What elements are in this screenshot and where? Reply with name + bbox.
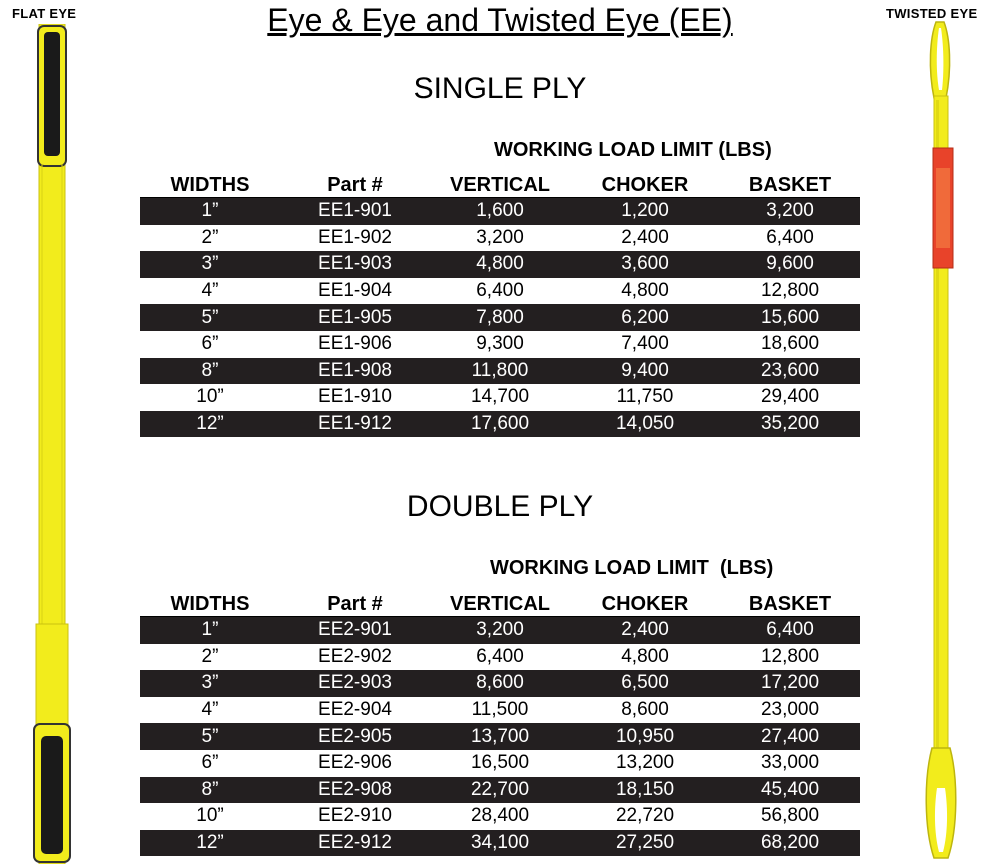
part-number-cell: EE2-902: [280, 644, 430, 671]
width-cell: 6”: [140, 750, 280, 777]
width-cell: 1”: [140, 617, 280, 644]
part-number-cell: EE1-904: [280, 278, 430, 305]
choker-cell: 4,800: [570, 644, 720, 671]
table-row: [140, 278, 860, 305]
table-row: [140, 617, 860, 644]
single-ply-table: [140, 169, 860, 437]
choker-cell: 3,600: [570, 251, 720, 278]
vertical-cell: 11,800: [430, 358, 570, 385]
part-number-cell: EE2-904: [280, 697, 430, 724]
col-basket-header: BASKET: [720, 169, 860, 198]
basket-cell: 23,600: [720, 358, 860, 385]
col-widths-header: WIDTHS: [140, 169, 280, 198]
col-choker-header: CHOKER: [570, 588, 720, 617]
table-row: [140, 225, 860, 252]
col-part-header: Part #: [280, 588, 430, 617]
vertical-cell: 6,400: [430, 644, 570, 671]
vertical-cell: 3,200: [430, 617, 570, 644]
width-cell: 12”: [140, 830, 280, 857]
part-number-cell: EE2-906: [280, 750, 430, 777]
vertical-cell: 9,300: [430, 331, 570, 358]
vertical-cell: 4,800: [430, 251, 570, 278]
basket-cell: 27,400: [720, 723, 860, 750]
width-cell: 4”: [140, 278, 280, 305]
single-wll-header: WORKING LOAD LIMIT (LBS): [494, 139, 772, 161]
choker-cell: 9,400: [570, 358, 720, 385]
basket-cell: 6,400: [720, 225, 860, 252]
vertical-cell: 3,200: [430, 225, 570, 252]
part-number-cell: EE2-905: [280, 723, 430, 750]
width-cell: 6”: [140, 331, 280, 358]
col-widths-header: WIDTHS: [140, 588, 280, 617]
vertical-cell: 7,800: [430, 304, 570, 331]
part-number-cell: EE1-901: [280, 198, 430, 225]
twisted-eye-label: TWISTED EYE: [886, 6, 978, 21]
width-cell: 3”: [140, 251, 280, 278]
col-choker-header: CHOKER: [570, 169, 720, 198]
flat-eye-sling-icon: [28, 24, 76, 864]
choker-cell: 2,400: [570, 617, 720, 644]
single-ply-body: [140, 198, 860, 438]
double-ply-body: [140, 617, 860, 857]
table-row: [140, 384, 860, 411]
vertical-cell: 11,500: [430, 697, 570, 724]
table-row: [140, 777, 860, 804]
vertical-cell: 16,500: [430, 750, 570, 777]
vertical-cell: 1,600: [430, 198, 570, 225]
vertical-cell: 34,100: [430, 830, 570, 857]
part-number-cell: EE1-905: [280, 304, 430, 331]
part-number-cell: EE1-903: [280, 251, 430, 278]
table-row: [140, 830, 860, 857]
choker-cell: 11,750: [570, 384, 720, 411]
choker-cell: 22,720: [570, 803, 720, 830]
part-number-cell: EE2-908: [280, 777, 430, 804]
basket-cell: 17,200: [720, 670, 860, 697]
choker-cell: 10,950: [570, 723, 720, 750]
double-ply-title: DOUBLE PLY: [406, 490, 594, 523]
flat-eye-label: FLAT EYE: [12, 6, 77, 21]
part-number-cell: EE2-912: [280, 830, 430, 857]
col-vertical-header: VERTICAL: [430, 169, 570, 198]
col-vertical-header: VERTICAL: [430, 588, 570, 617]
table-row: [140, 251, 860, 278]
col-basket-header: BASKET: [720, 588, 860, 617]
width-cell: 10”: [140, 384, 280, 411]
table-row: [140, 304, 860, 331]
table-row: [140, 670, 860, 697]
col-part-header: Part #: [280, 169, 430, 198]
basket-cell: 9,600: [720, 251, 860, 278]
header-row: [140, 588, 860, 617]
table-row: [140, 803, 860, 830]
width-cell: 10”: [140, 803, 280, 830]
vertical-cell: 6,400: [430, 278, 570, 305]
basket-cell: 29,400: [720, 384, 860, 411]
width-cell: 8”: [140, 777, 280, 804]
choker-cell: 18,150: [570, 777, 720, 804]
width-cell: 12”: [140, 411, 280, 438]
vertical-cell: 13,700: [430, 723, 570, 750]
table-row: [140, 358, 860, 385]
double-wll-header: WORKING LOAD LIMIT (LBS): [490, 557, 774, 579]
choker-cell: 1,200: [570, 198, 720, 225]
table-row: [140, 750, 860, 777]
table-row: [140, 697, 860, 724]
basket-cell: 12,800: [720, 644, 860, 671]
choker-cell: 27,250: [570, 830, 720, 857]
width-cell: 5”: [140, 304, 280, 331]
table-row: [140, 198, 860, 225]
header-row: [140, 169, 860, 198]
part-number-cell: EE1-902: [280, 225, 430, 252]
width-cell: 5”: [140, 723, 280, 750]
basket-cell: 23,000: [720, 697, 860, 724]
width-cell: 2”: [140, 225, 280, 252]
part-number-cell: EE1-906: [280, 331, 430, 358]
page-title: Eye & Eye and Twisted Eye (EE): [267, 2, 733, 38]
width-cell: 1”: [140, 198, 280, 225]
table-row: [140, 723, 860, 750]
basket-cell: 45,400: [720, 777, 860, 804]
table-row: [140, 411, 860, 438]
basket-cell: 68,200: [720, 830, 860, 857]
width-cell: 8”: [140, 358, 280, 385]
choker-cell: 13,200: [570, 750, 720, 777]
table-row: [140, 331, 860, 358]
part-number-cell: EE1-912: [280, 411, 430, 438]
part-number-cell: EE1-910: [280, 384, 430, 411]
part-number-cell: EE2-901: [280, 617, 430, 644]
table-row: [140, 644, 860, 671]
part-number-cell: EE1-908: [280, 358, 430, 385]
twisted-eye-sling-icon: [906, 18, 976, 864]
basket-cell: 33,000: [720, 750, 860, 777]
choker-cell: 7,400: [570, 331, 720, 358]
choker-cell: 2,400: [570, 225, 720, 252]
part-number-cell: EE2-910: [280, 803, 430, 830]
basket-cell: 56,800: [720, 803, 860, 830]
basket-cell: 6,400: [720, 617, 860, 644]
width-cell: 2”: [140, 644, 280, 671]
choker-cell: 8,600: [570, 697, 720, 724]
vertical-cell: 28,400: [430, 803, 570, 830]
basket-cell: 15,600: [720, 304, 860, 331]
double-ply-table: [140, 588, 860, 856]
width-cell: 3”: [140, 670, 280, 697]
basket-cell: 3,200: [720, 198, 860, 225]
single-ply-title: SINGLE PLY: [413, 72, 587, 105]
part-number-cell: EE2-903: [280, 670, 430, 697]
vertical-cell: 22,700: [430, 777, 570, 804]
basket-cell: 18,600: [720, 331, 860, 358]
vertical-cell: 8,600: [430, 670, 570, 697]
basket-cell: 35,200: [720, 411, 860, 438]
choker-cell: 6,500: [570, 670, 720, 697]
choker-cell: 6,200: [570, 304, 720, 331]
width-cell: 4”: [140, 697, 280, 724]
choker-cell: 4,800: [570, 278, 720, 305]
vertical-cell: 14,700: [430, 384, 570, 411]
basket-cell: 12,800: [720, 278, 860, 305]
choker-cell: 14,050: [570, 411, 720, 438]
vertical-cell: 17,600: [430, 411, 570, 438]
